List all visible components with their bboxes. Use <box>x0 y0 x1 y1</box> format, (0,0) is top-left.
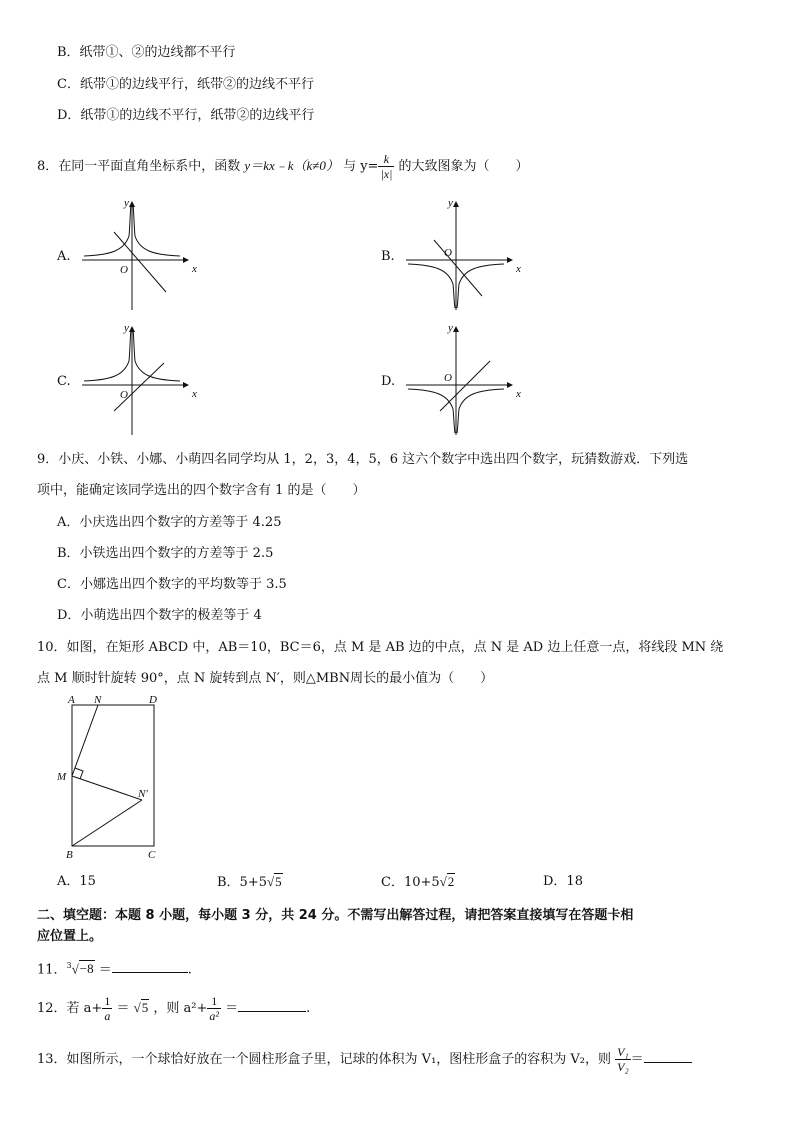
q9-option-d: D．小萌选出四个数字的极差等于 4 <box>57 608 262 623</box>
q12-answer-blank[interactable] <box>238 997 306 1012</box>
q13-answer-blank[interactable] <box>644 1048 692 1063</box>
q8-stem: 8．在同一平面直角坐标系中，函数 y＝kx﹣k（k≠0） 与 y= $\frac{k}{|x|}$ 的大致图象为（ ） <box>37 152 529 181</box>
q11: 11．$^3$√−8 ＝ . <box>37 957 192 979</box>
graph-c-y-label: y <box>124 322 129 334</box>
graph-b-origin: O <box>444 247 452 259</box>
q10-label-d: D <box>149 694 157 706</box>
q9-option-b: B．小铁选出四个数字的方差等于 2.5 <box>57 546 274 561</box>
q8-label-c: C. <box>57 374 71 389</box>
q13: 13．如图所示，一个球恰好放在一个圆柱形盒子里，记球的体积为 V₁，图柱形盒子的容积为 V₂，则 $\frac{\text{V₁}}{\text{V₂}}$ ＝ <box>37 1045 692 1074</box>
q10-label-b: B <box>66 849 73 861</box>
q10-label-n-prime: N′ <box>138 788 148 800</box>
graph-d-origin: O <box>444 372 452 384</box>
q8-linear-function: y＝kx﹣k（k≠0） <box>244 158 339 173</box>
q12: 12．若 a+ $\frac{1}{a}$ ＝ √5 ，则 a²+ $\frac{1}{\text{a²}}$ ＝ . <box>37 994 311 1023</box>
graph-d-y-label: y <box>448 322 453 334</box>
q7-option-c: C．纸带①的边线平行，纸带②的边线不平行 <box>57 77 314 92</box>
graph-a-origin: O <box>120 264 128 276</box>
q8-graph-c <box>80 321 200 439</box>
q10-option-d: D．18 <box>543 874 583 889</box>
q10-rectangle-figure <box>54 694 174 862</box>
q10-option-a: A．15 <box>57 874 96 889</box>
q10-option-b: B．5+5√5 <box>217 874 282 890</box>
graph-d-x-label: x <box>516 388 521 400</box>
q10-label-m: M <box>57 771 67 783</box>
graph-c-x-label: x <box>192 388 197 400</box>
q8-graph-d <box>404 321 524 439</box>
q11-answer-blank[interactable] <box>112 958 188 973</box>
graph-b-y-label: y <box>448 197 453 209</box>
q10-option-c: C．10+5√2 <box>381 874 455 890</box>
q9-stem-line1: 9．小庆、小铁、小娜、小萌四名同学均从 1，2，3，4，5，6 这六个数字中选出四个数字，玩猜数游戏．下列选 <box>37 452 689 467</box>
q10-stem-line2: 点 M 顺时针旋转 90°，点 N 旋转到点 N′，则△MBN周长的最小值为（ ） <box>37 671 494 686</box>
graph-c-origin: O <box>120 389 128 401</box>
section2-heading-line2: 应位置上。 <box>37 929 103 944</box>
q10-label-n: N <box>94 694 102 706</box>
q8-label-a: A. <box>57 249 71 264</box>
q10-label-a: A <box>68 694 75 706</box>
graph-a-y-label: y <box>124 197 129 209</box>
q10-label-c: C <box>148 849 156 861</box>
q7-option-d: D．纸带①的边线不平行，纸带②的边线平行 <box>57 108 315 123</box>
section2-heading-line1: 二、填空题：本题 8 小题，每小题 3 分，共 24 分。不需写出解答过程，请把答案直接填写在答题卡相 <box>37 908 634 923</box>
q8-fraction: $\frac{k}{|x|}$ <box>380 152 393 181</box>
q8-label-b: B. <box>381 249 395 264</box>
q8-graph-a <box>80 196 200 314</box>
q8-graph-b <box>404 196 524 314</box>
q7-option-b: B．纸带①、②的边线都不平行 <box>57 45 236 60</box>
q8-label-d: D. <box>381 374 396 389</box>
q9-stem-line2: 项中，能确定该同学选出的四个数字含有 1 的是（ ） <box>37 483 366 498</box>
q9-option-a: A．小庆选出四个数字的方差等于 4.25 <box>57 515 282 530</box>
graph-a-x-label: x <box>192 263 197 275</box>
graph-b-x-label: x <box>516 263 521 275</box>
q10-stem-line1: 10．如图，在矩形 ABCD 中，AB＝10，BC＝6，点 M 是 AB 边的中点，点 N 是 AD 边上任意一点，将线段 MN 绕 <box>37 640 724 655</box>
q9-option-c: C．小娜选出四个数字的平均数等于 3.5 <box>57 577 287 592</box>
